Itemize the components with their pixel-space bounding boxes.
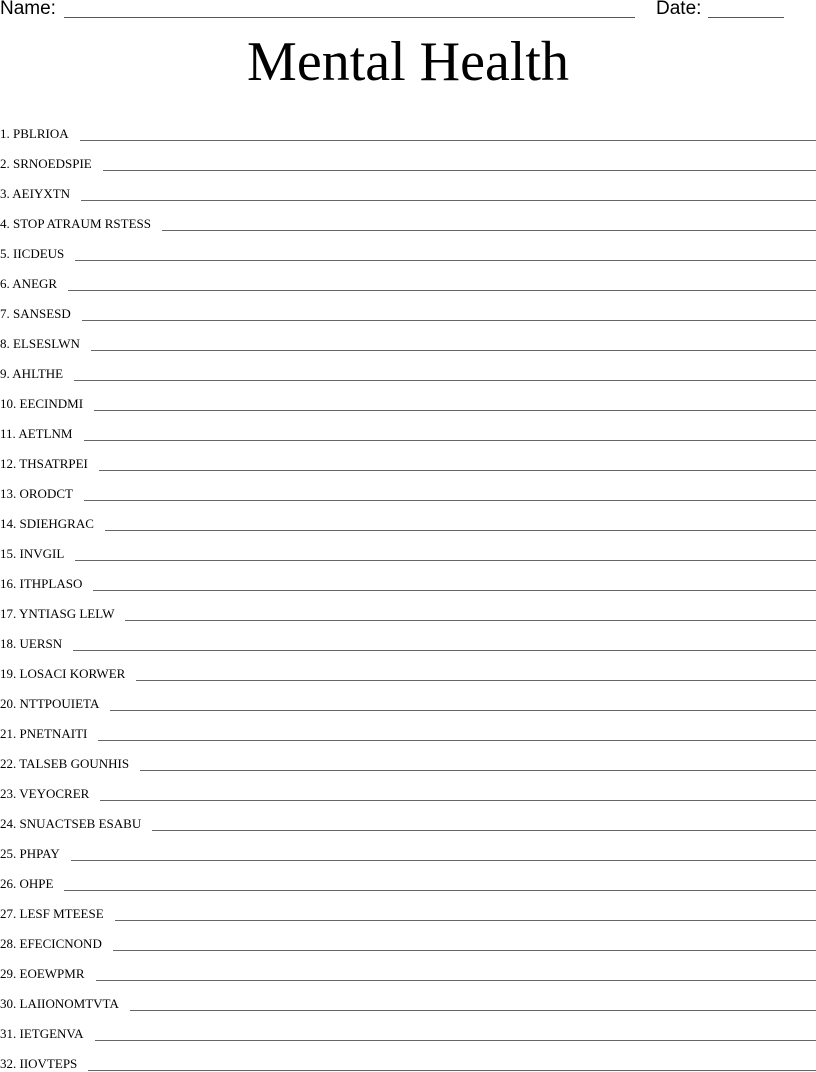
item-number: 19. [0, 666, 16, 681]
worksheet-header [0, 0, 816, 24]
date-answer-line [708, 17, 784, 18]
scrambled-word [0, 1026, 84, 1042]
item-scrambled-text: IIOVTEPS [20, 1056, 78, 1071]
answer-line [130, 1010, 816, 1011]
answer-line [125, 620, 816, 621]
answer-line [113, 950, 816, 951]
item-number: 31. [0, 1026, 16, 1041]
item-scrambled-text: INVGIL [20, 546, 65, 561]
item-number: 9. [0, 366, 10, 381]
answer-line [80, 140, 816, 141]
answer-line [88, 1070, 816, 1071]
item-number: 16. [0, 576, 16, 591]
answer-line [82, 320, 816, 321]
item-number: 5. [0, 246, 10, 261]
list-item [0, 532, 816, 562]
answer-line [103, 170, 816, 171]
list-item [0, 802, 816, 832]
scrambled-word [0, 366, 63, 382]
scrambled-word [0, 186, 70, 202]
answer-line [73, 650, 816, 651]
scrambled-word [0, 456, 88, 472]
scrambled-word [0, 126, 69, 142]
item-scrambled-text: SNUACTSEB ESABU [20, 816, 142, 831]
item-scrambled-text: STOP ATRAUM RSTESS [13, 216, 151, 231]
item-number: 28. [0, 936, 16, 951]
item-number: 27. [0, 906, 16, 921]
scrambled-word [0, 786, 89, 802]
list-item [0, 322, 816, 352]
scrambled-word [0, 276, 57, 292]
item-scrambled-text: TALSEB GOUNHIS [19, 756, 129, 771]
scrambled-word [0, 216, 151, 232]
list-item [0, 952, 816, 982]
item-number: 2. [0, 156, 10, 171]
item-scrambled-text: PBLRIOA [13, 126, 69, 141]
scrambled-word [0, 516, 94, 532]
item-scrambled-text: EOEWPMR [20, 966, 85, 981]
item-number: 7. [0, 306, 10, 321]
item-scrambled-text: ITHPLASO [20, 576, 83, 591]
list-item [0, 142, 816, 172]
answer-line [105, 530, 816, 531]
scrambled-word [0, 666, 125, 682]
list-item [0, 472, 816, 502]
list-item [0, 352, 816, 382]
list-item [0, 742, 816, 772]
answer-line [94, 410, 816, 411]
list-item [0, 832, 816, 862]
list-item [0, 262, 816, 292]
list-item [0, 292, 816, 322]
item-number: 15. [0, 546, 16, 561]
scrambled-word [0, 996, 119, 1012]
answer-line [98, 740, 816, 741]
answer-line [74, 380, 816, 381]
item-scrambled-text: AETLNM [18, 426, 72, 441]
item-scrambled-text: OHPE [20, 876, 54, 891]
answer-line [95, 1040, 816, 1041]
scrambled-word [0, 846, 60, 862]
item-number: 22. [0, 756, 16, 771]
scrambled-word [0, 696, 99, 712]
scrambled-word [0, 576, 82, 592]
list-item [0, 562, 816, 592]
list-item [0, 202, 816, 232]
scrambled-word [0, 636, 62, 652]
list-item [0, 382, 816, 412]
list-item [0, 502, 816, 532]
item-number: 30. [0, 996, 16, 1011]
scrambled-word [0, 156, 92, 172]
answer-line [91, 350, 816, 351]
item-number: 13. [0, 486, 16, 501]
item-scrambled-text: EECINDMI [20, 396, 84, 411]
item-number: 4. [0, 216, 10, 231]
scrambled-word [0, 306, 71, 322]
item-scrambled-text: AHLTHE [12, 366, 63, 381]
answer-line [136, 680, 816, 681]
name-answer-line [64, 17, 635, 18]
list-item [0, 112, 816, 142]
scrambled-word [0, 756, 129, 772]
answer-line [100, 800, 816, 801]
item-scrambled-text: ELSESLWN [13, 336, 80, 351]
item-scrambled-text: IETGENVA [20, 1026, 84, 1041]
scrambled-word [0, 1056, 77, 1072]
item-number: 21. [0, 726, 16, 741]
item-number: 24. [0, 816, 16, 831]
scrambled-word [0, 936, 102, 952]
item-number: 6. [0, 276, 10, 291]
item-scrambled-text: VEYOCRER [19, 786, 89, 801]
answer-line [96, 980, 816, 981]
item-number: 32. [0, 1056, 16, 1071]
list-item [0, 652, 816, 682]
answer-line [64, 890, 816, 891]
list-item [0, 682, 816, 712]
item-number: 26. [0, 876, 16, 891]
scrambled-word [0, 966, 85, 982]
item-scrambled-text: SANSESD [13, 306, 71, 321]
list-item [0, 172, 816, 202]
answer-line [99, 470, 816, 471]
item-number: 3. [0, 186, 10, 201]
scrambled-word [0, 486, 73, 502]
item-number: 23. [0, 786, 16, 801]
answer-line [110, 710, 816, 711]
item-scrambled-text: ANEGR [12, 276, 57, 291]
scrambled-word [0, 606, 114, 622]
item-scrambled-text: LOSACI KORWER [20, 666, 126, 681]
list-item [0, 592, 816, 622]
answer-line [84, 500, 816, 501]
list-item [0, 232, 816, 262]
answer-line [68, 290, 816, 291]
list-item [0, 862, 816, 892]
list-item [0, 892, 816, 922]
scrambled-word [0, 816, 141, 832]
answer-line [152, 830, 816, 831]
item-scrambled-text: LESF MTEESE [20, 906, 104, 921]
item-number: 11. [0, 426, 16, 441]
item-scrambled-text: PHPAY [20, 846, 60, 861]
name-label: Name: [0, 0, 56, 20]
item-number: 1. [0, 126, 10, 141]
item-number: 10. [0, 396, 16, 411]
item-number: 29. [0, 966, 16, 981]
list-item [0, 922, 816, 952]
item-scrambled-text: ORODCT [20, 486, 73, 501]
date-label: Date: [656, 0, 701, 20]
list-item [0, 412, 816, 442]
scrambled-word [0, 246, 64, 262]
scrambled-word [0, 726, 87, 742]
item-scrambled-text: THSATRPEI [19, 456, 88, 471]
item-scrambled-text: AEIYXTN [12, 186, 70, 201]
list-item [0, 622, 816, 652]
answer-line [75, 560, 816, 561]
item-scrambled-text: YNTIASG LELW [19, 606, 114, 621]
list-item [0, 442, 816, 472]
item-scrambled-text: LAIIONOMTVTA [20, 996, 119, 1011]
list-item [0, 712, 816, 742]
answer-line [140, 770, 816, 771]
item-scrambled-text: SRNOEDSPIE [13, 156, 92, 171]
list-item [0, 1042, 816, 1072]
list-item [0, 772, 816, 802]
list-item [0, 982, 816, 1012]
page-title: Mental Health [0, 30, 816, 94]
scrambled-word [0, 396, 83, 412]
answer-line [75, 260, 816, 261]
item-scrambled-text: EFECICNOND [20, 936, 102, 951]
scrambled-word [0, 876, 53, 892]
word-scramble-list [0, 112, 816, 1072]
answer-line [115, 920, 816, 921]
item-number: 12. [0, 456, 16, 471]
item-scrambled-text: IICDEUS [13, 246, 64, 261]
scrambled-word [0, 426, 73, 442]
scrambled-word [0, 336, 80, 352]
list-item [0, 1012, 816, 1042]
item-scrambled-text: SDIEHGRAC [20, 516, 94, 531]
answer-line [84, 440, 816, 441]
item-number: 25. [0, 846, 16, 861]
scrambled-word [0, 906, 104, 922]
item-number: 18. [0, 636, 16, 651]
answer-line [81, 200, 816, 201]
item-scrambled-text: NTTPOUIETA [20, 696, 100, 711]
answer-line [71, 860, 816, 861]
item-number: 14. [0, 516, 16, 531]
item-scrambled-text: PNETNAITI [20, 726, 88, 741]
answer-line [93, 590, 816, 591]
item-number: 8. [0, 336, 10, 351]
scrambled-word [0, 546, 64, 562]
answer-line [162, 230, 816, 231]
item-number: 17. [0, 606, 16, 621]
item-scrambled-text: UERSN [20, 636, 63, 651]
item-number: 20. [0, 696, 16, 711]
